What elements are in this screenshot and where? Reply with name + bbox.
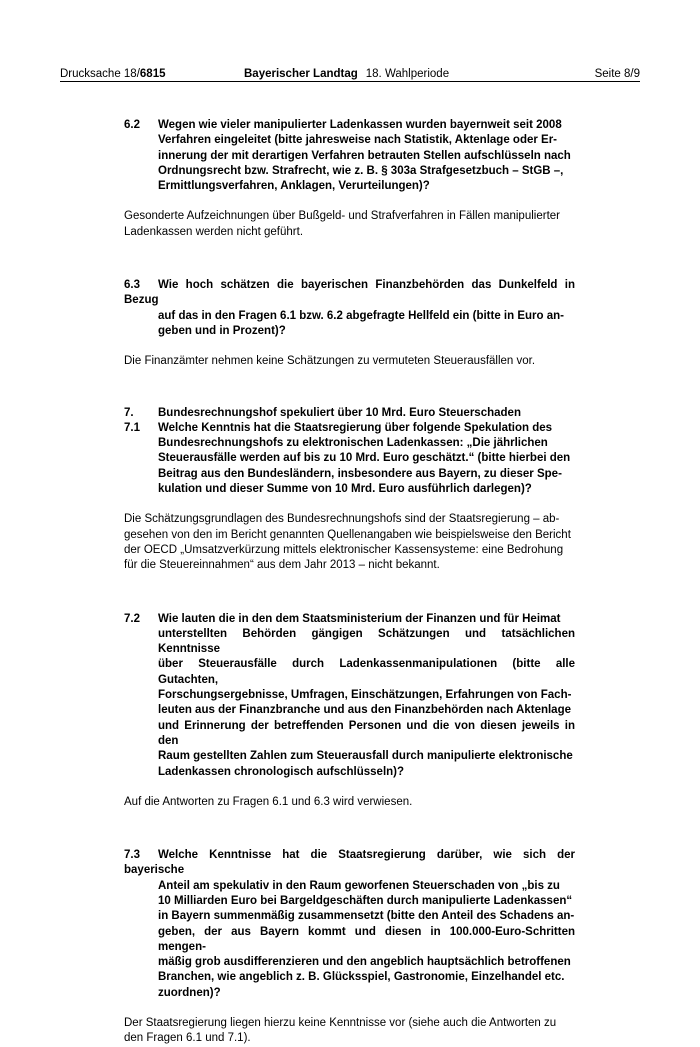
answer-text: den Fragen 6.1 und 7.1). (124, 1032, 251, 1045)
section-7-heading (124, 406, 575, 421)
question-number: 6.2 (124, 119, 140, 131)
question-text: Branchen, wie angeblich z. B. Glücksspiel, Gastronomie, Einzelhandel etc. (158, 971, 565, 984)
wahlperiode: 18. Wahlperiode (365, 68, 450, 80)
drucksache-label (60, 66, 166, 82)
answer-7-2 (124, 795, 575, 810)
question-text: Bundesrechnungshofs zu elektronischen Ladenkassen: „Die jährlichen (158, 437, 548, 450)
answer-text: Die Schätzungsgrundlagen des Bundesrechnungshofs sind der Staatsregierung – ab- (124, 513, 560, 526)
answer-text: gesehen von den im Bericht genannten Quellenangaben wie beispielsweise den Bericht (124, 528, 571, 541)
question-text: mäßig grob ausdifferenzieren und den angeblich hauptsächlich betroffenen (158, 956, 571, 969)
question-text: leuten aus der Finanzbranche und aus den Finanzbehörden nach Aktenlage (158, 704, 572, 717)
drucksache-prefix: Drucksache 18/ (60, 68, 140, 80)
question-number: 7.3 (124, 849, 140, 862)
question-text: Ordnungsrecht bzw. Strafrecht, wie z. B. § 303a Strafgesetzbuch – StGB –, (158, 164, 564, 177)
document-body (124, 118, 575, 1047)
section-title: Bundesrechnungshof spekuliert über 10 Mrd. Euro Steuerschaden (158, 406, 521, 419)
question-text: Wegen wie vieler manipulierter Ladenkassen wurden bayernweit seit 2008 (158, 119, 562, 131)
question-text: Raum gestellten Zahlen zum Steuerausfall durch manipulierte elektronische (158, 750, 573, 763)
question-text: geben, der aus Bayern kommt und diesen in 100.000-Euro-Schritten mengen- (158, 925, 575, 953)
question-text: Welche Kenntnis hat die Staatsregierung über folgende Spekulation des (158, 421, 553, 434)
header-center (244, 66, 449, 82)
drucksache-number: 6815 (139, 68, 166, 80)
question-text: und Erinnerung der betreffenden Personen und die von diesen jeweils in den (158, 719, 575, 747)
question-text: Beitrag aus den Bundesländern, insbesondere aus Bayern, zu dieser Spe- (158, 467, 562, 480)
answer-6-3 (124, 354, 575, 369)
answer-text: Auf die Antworten zu Fragen 6.1 und 6.3 wird verwiesen. (124, 795, 413, 808)
question-number: 7.1 (124, 421, 140, 434)
section-number: 7. (124, 406, 134, 419)
question-7-1 (124, 421, 575, 497)
question-text: 10 Milliarden Euro bei Bargeldgeschäften durch manipulierte Ladenkassen“ (158, 894, 573, 907)
question-text: Ermittlungsverfahren, Anklagen, Verurteilungen)? (158, 180, 430, 193)
question-text: innerung der mit derartigen Verfahren betrauten Stellen aufschlüsseln nach (158, 149, 571, 162)
question-6-3 (124, 278, 575, 339)
question-7-3 (124, 848, 575, 1001)
page-number: Seite 8/9 (594, 68, 640, 80)
question-text: Ladenkassen chronologisch aufschlüsseln)? (158, 765, 405, 778)
question-text: Wie hoch schätzen die bayerischen Finanzbehörden das Dunkelfeld in Bezug (124, 279, 575, 307)
landtag-name: Bayerischer Landtag (244, 68, 358, 80)
question-text: kulation und dieser Summe von 10 Mrd. Euro ausführlich darlegen)? (158, 483, 532, 496)
answer-7-3 (124, 1016, 575, 1047)
question-text: Wie lauten die in den dem Staatsministerium der Finanzen und für Heimat (158, 612, 561, 625)
answer-text: Die Finanzämter nehmen keine Schätzungen zu vermuteten Steuerausfällen vor. (124, 355, 536, 368)
question-text: zuordnen)? (158, 986, 221, 999)
question-number: 6.3 (124, 279, 140, 292)
question-text: in Bayern summenmäßig zusammensetzt (bitte den Anteil des Schadens an- (158, 910, 575, 923)
answer-text: Der Staatsregierung liegen hierzu keine Kenntnisse vor (siehe auch die Antworten zu (124, 1017, 557, 1030)
question-text: Verfahren eingeleitet (bitte jahresweise nach Statistik, Aktenlage oder Er- (158, 134, 558, 147)
question-text: Forschungsergebnisse, Umfragen, Einschätzungen, Erfahrungen von Fach- (158, 689, 572, 702)
question-text: Steuerausfälle werden auf bis zu 10 Mrd. Euro geschätzt.“ (bitte hierbei den (158, 452, 571, 465)
answer-text: für die Steuereinnahmen“ aus dem Jahr 2013 – nicht bekannt. (124, 559, 440, 572)
question-number: 7.2 (124, 612, 140, 625)
answer-7-1 (124, 512, 575, 573)
question-text: geben und in Prozent)? (158, 324, 286, 337)
page-header (60, 66, 640, 82)
answer-text: Gesonderte Aufzeichnungen über Bußgeld- und Strafverfahren in Fällen manipulierter (124, 210, 560, 223)
question-text: unterstellten Behörden gängigen Schätzungen und tatsächlichen Kenntnisse (158, 627, 575, 656)
header-divider (60, 81, 640, 82)
answer-6-2 (124, 209, 575, 240)
question-text: auf das in den Fragen 6.1 bzw. 6.2 abgefragte Hellfeld ein (bitte in Euro an- (158, 309, 564, 322)
question-text: Welche Kenntnisse hat die Staatsregierung darüber, wie sich der bayerische (124, 849, 575, 877)
question-6-2 (124, 118, 575, 194)
question-7-2 (124, 612, 575, 780)
answer-text: der OECD „Umsatzverkürzung mittels elektronischer Kassensysteme: eine Bedrohung (124, 543, 564, 556)
answer-text: Ladenkassen werden nicht geführt. (124, 225, 304, 238)
question-text: Anteil am spekulativ in den Raum geworfenen Steuerschaden von „bis zu (158, 879, 560, 892)
question-text: über Steuerausfälle durch Ladenkassenmanipulationen (bitte alle Gutachten, (158, 658, 575, 686)
